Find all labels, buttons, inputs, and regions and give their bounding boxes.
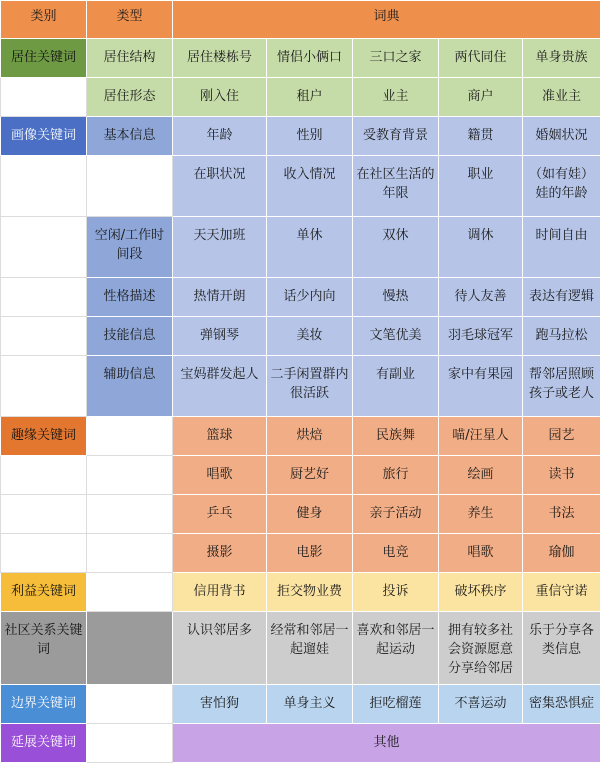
boundary-cell: 拒吃榴莲	[353, 685, 439, 724]
residence-cell: 租户	[267, 78, 353, 117]
interest-cell: 摄影	[173, 534, 267, 573]
benefit-cell: 破坏秩序	[439, 573, 523, 612]
community-cell: 拥有较多社会资源愿意分享给邻居	[439, 612, 523, 685]
residence-cell: 单身贵族	[523, 39, 600, 78]
image-cell: 在社区生活的年限	[353, 156, 439, 217]
empty-cell	[87, 573, 173, 612]
image-cell: 表达有逻辑	[523, 278, 600, 317]
residence-cell: 居住楼栋号	[173, 39, 267, 78]
interest-row-2	[1, 456, 600, 495]
benefit-row	[1, 573, 600, 612]
image-cell: 二手闲置群内很活跃	[267, 356, 353, 417]
community-label: 社区关系关键词	[1, 612, 87, 685]
community-cell: 乐于分享各类信息	[523, 612, 600, 685]
interest-cell: 电影	[267, 534, 353, 573]
interest-cell: 书法	[523, 495, 600, 534]
interest-cell: 亲子活动	[353, 495, 439, 534]
interest-cell: 养生	[439, 495, 523, 534]
image-row-skill	[1, 317, 600, 356]
interest-cell: 电竞	[353, 534, 439, 573]
empty-cell	[1, 217, 87, 278]
image-cell: 籍贯	[439, 117, 523, 156]
image-cell: （如有娃）娃的年龄	[523, 156, 600, 217]
header-type: 类型	[87, 1, 173, 39]
image-cell: 帮邻居照顾孩子或老人	[523, 356, 600, 417]
interest-cell: 读书	[523, 456, 600, 495]
interest-row-4	[1, 534, 600, 573]
residence-label: 居住关键词	[1, 39, 87, 78]
image-cell: 职业	[439, 156, 523, 217]
image-cell: 美妆	[267, 317, 353, 356]
image-type-skill: 技能信息	[87, 317, 173, 356]
image-cell: 收入情况	[267, 156, 353, 217]
residence-row-2	[1, 78, 600, 117]
empty-cell	[1, 278, 87, 317]
empty-cell	[1, 356, 87, 417]
residence-cell: 商户	[439, 78, 523, 117]
empty-cell	[1, 78, 87, 117]
interest-cell: 乒乓	[173, 495, 267, 534]
boundary-label: 边界关键词	[1, 685, 87, 724]
interest-cell: 健身	[267, 495, 353, 534]
boundary-row	[1, 685, 600, 724]
residence-type-structure: 居住结构	[87, 39, 173, 78]
interest-cell: 旅行	[353, 456, 439, 495]
image-type-aux: 辅助信息	[87, 356, 173, 417]
empty-cell	[1, 534, 87, 573]
image-cell: 弹钢琴	[173, 317, 267, 356]
image-cell: 在职状况	[173, 156, 267, 217]
community-cell: 经常和邻居一起遛娃	[267, 612, 353, 685]
image-row-free	[1, 217, 600, 278]
empty-cell	[87, 417, 173, 456]
benefit-label: 利益关键词	[1, 573, 87, 612]
image-type-free: 空闲/工作时间段	[87, 217, 173, 278]
extension-label: 延展关键词	[1, 724, 87, 763]
interest-cell: 厨艺好	[267, 456, 353, 495]
benefit-cell: 拒交物业费	[267, 573, 353, 612]
extension-row	[1, 724, 600, 763]
residence-cell: 业主	[353, 78, 439, 117]
image-cell: 婚姻状况	[523, 117, 600, 156]
image-cell: 受教育背景	[353, 117, 439, 156]
header-row	[1, 1, 600, 39]
boundary-cell: 密集恐惧症	[523, 685, 600, 724]
header-category: 类别	[1, 1, 87, 39]
empty-cell	[1, 495, 87, 534]
interest-label: 趣缘关键词	[1, 417, 87, 456]
image-cell: 调休	[439, 217, 523, 278]
image-cell: 性别	[267, 117, 353, 156]
interest-cell: 唱歌	[173, 456, 267, 495]
image-cell: 有副业	[353, 356, 439, 417]
image-cell: 单休	[267, 217, 353, 278]
interest-cell: 瑜伽	[523, 534, 600, 573]
benefit-cell: 重信守诺	[523, 573, 600, 612]
boundary-cell: 害怕狗	[173, 685, 267, 724]
image-cell: 热情开朗	[173, 278, 267, 317]
header-dict: 词典	[173, 1, 600, 39]
community-cell: 喜欢和邻居一起运动	[353, 612, 439, 685]
image-cell: 羽毛球冠军	[439, 317, 523, 356]
empty-cell	[87, 534, 173, 573]
image-cell: 待人友善	[439, 278, 523, 317]
interest-cell: 民族舞	[353, 417, 439, 456]
image-cell: 跑马拉松	[523, 317, 600, 356]
extension-other: 其他	[173, 724, 600, 763]
image-cell: 年龄	[173, 117, 267, 156]
residence-cell: 刚入住	[173, 78, 267, 117]
community-cell: 认识邻居多	[173, 612, 267, 685]
empty-cell	[87, 156, 173, 217]
image-cell: 家中有果园	[439, 356, 523, 417]
image-row-basic-1	[1, 117, 600, 156]
empty-cell	[87, 724, 173, 763]
residence-cell: 准业主	[523, 78, 600, 117]
image-cell: 双休	[353, 217, 439, 278]
image-cell: 天天加班	[173, 217, 267, 278]
interest-cell: 烘焙	[267, 417, 353, 456]
image-cell: 时间自由	[523, 217, 600, 278]
empty-cell	[87, 685, 173, 724]
image-cell: 话少内向	[267, 278, 353, 317]
image-row-character	[1, 278, 600, 317]
empty-cell	[1, 317, 87, 356]
benefit-cell: 投诉	[353, 573, 439, 612]
image-cell: 慢热	[353, 278, 439, 317]
empty-cell	[87, 495, 173, 534]
residence-row-1	[1, 39, 600, 78]
image-type-basic: 基本信息	[87, 117, 173, 156]
residence-cell: 三口之家	[353, 39, 439, 78]
interest-cell: 篮球	[173, 417, 267, 456]
image-type-character: 性格描述	[87, 278, 173, 317]
interest-cell: 唱歌	[439, 534, 523, 573]
community-type-empty	[87, 612, 173, 685]
interest-cell: 喵/汪星人	[439, 417, 523, 456]
empty-cell	[87, 456, 173, 495]
empty-cell	[1, 156, 87, 217]
image-row-aux	[1, 356, 600, 417]
residence-type-form: 居住形态	[87, 78, 173, 117]
interest-row-3	[1, 495, 600, 534]
empty-cell	[1, 456, 87, 495]
residence-cell: 两代同住	[439, 39, 523, 78]
image-cell: 文笔优美	[353, 317, 439, 356]
benefit-cell: 信用背书	[173, 573, 267, 612]
image-cell: 宝妈群发起人	[173, 356, 267, 417]
image-label: 画像关键词	[1, 117, 87, 156]
interest-row-1	[1, 417, 600, 456]
interest-cell: 园艺	[523, 417, 600, 456]
residence-cell: 情侣小俩口	[267, 39, 353, 78]
boundary-cell: 单身主义	[267, 685, 353, 724]
boundary-cell: 不喜运动	[439, 685, 523, 724]
interest-cell: 绘画	[439, 456, 523, 495]
image-row-basic-2	[1, 156, 600, 217]
community-row	[1, 612, 600, 685]
